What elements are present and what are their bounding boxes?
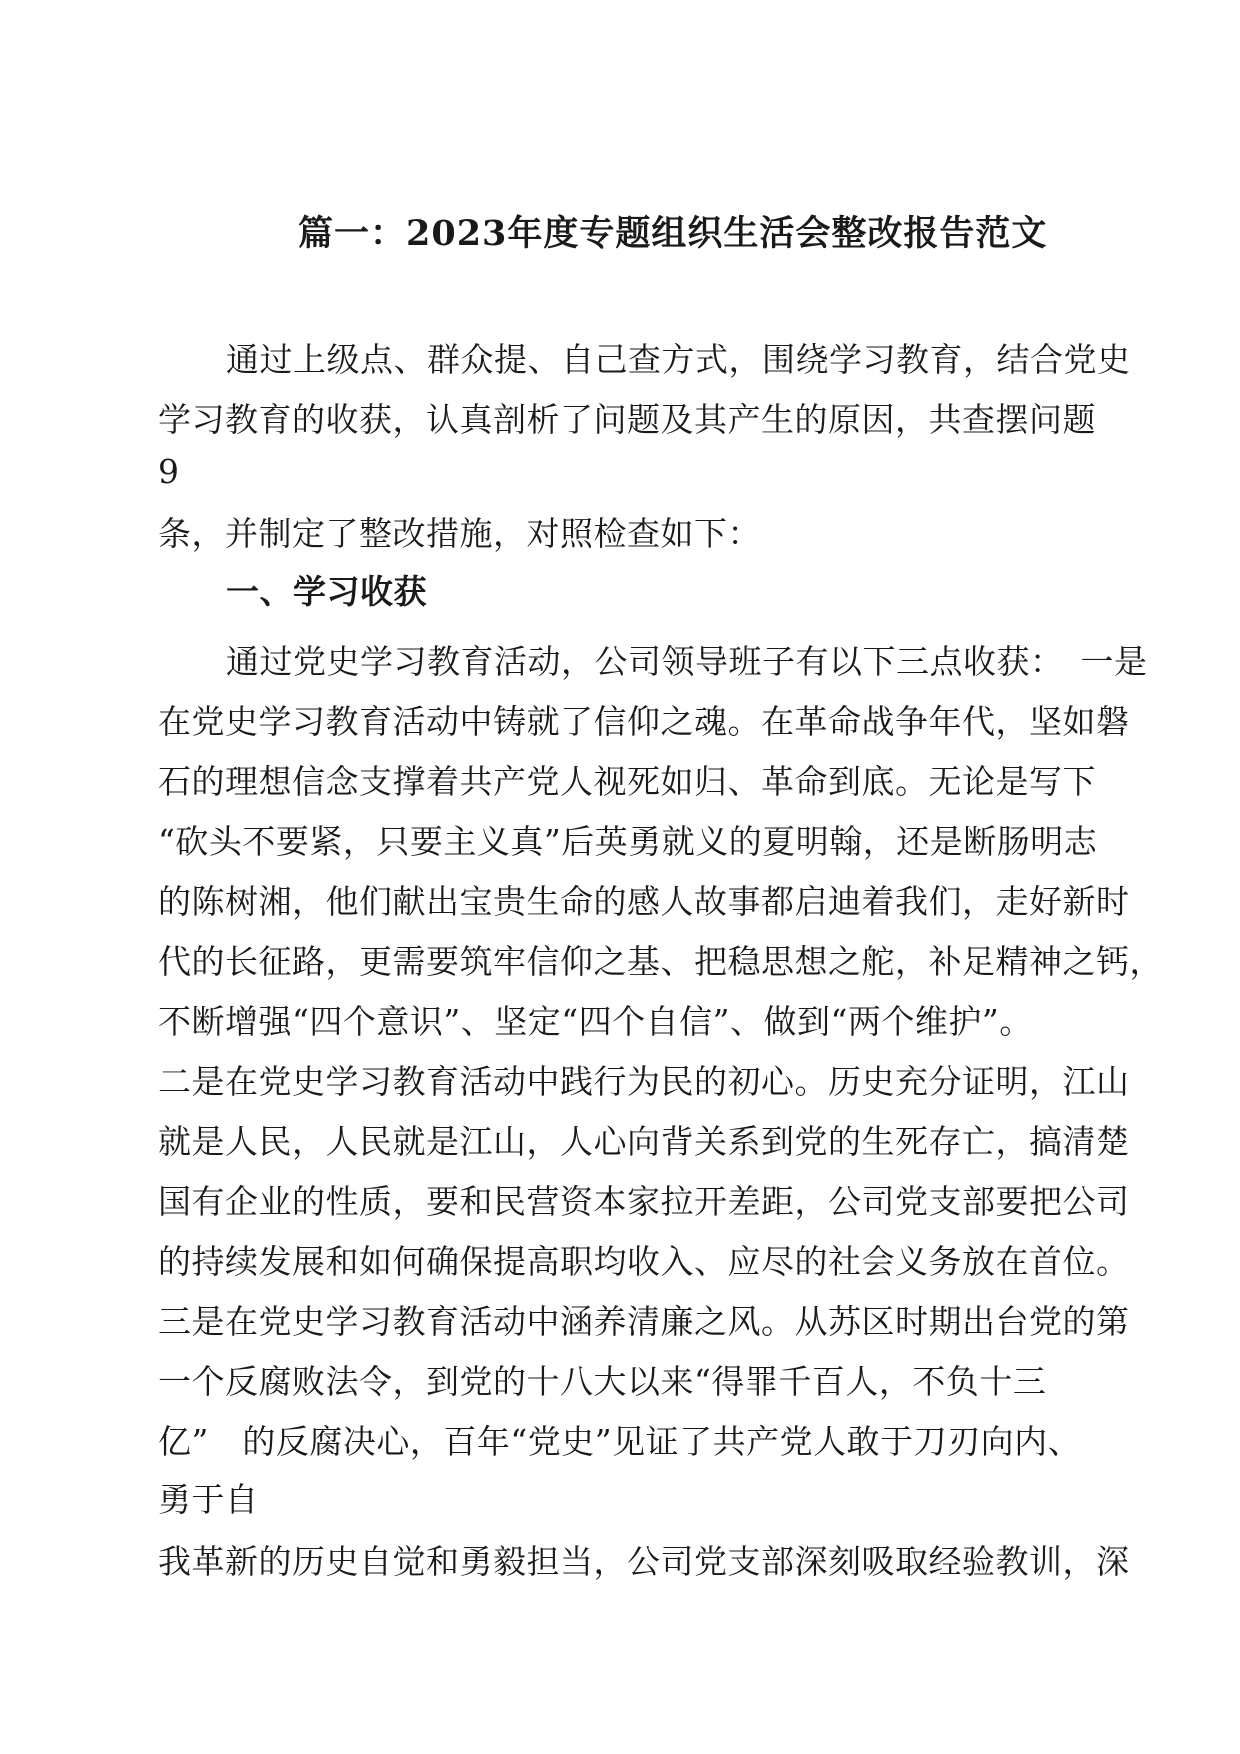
body-line: 三是在党史学习教育活动中涵养清廉之风。从苏区时期出台党的第	[158, 1302, 1130, 1341]
body-line: 二是在党史学习教育活动中践行为民的初心。历史充分证明，江山	[158, 1062, 1130, 1101]
body-line: “砍头不要紧，只要主义真”后英勇就义的夏明翰，还是断肠明志	[158, 822, 1098, 861]
body-line: 国有企业的性质，要和民营资本家拉开差距，公司党支部要把公司	[158, 1182, 1130, 1221]
body-line: 石的理想信念支撑着共产党人视死如归、革命到底。无论是写下	[158, 762, 1096, 801]
intro-line: 条，并制定了整改措施，对照检查如下：	[158, 514, 761, 553]
body-line: 一个反腐败法令，到党的十八大以来“得罪千百人，不负十三	[158, 1362, 1047, 1401]
body-line: 勇于自	[158, 1480, 259, 1519]
body-line: 亿” 的反腐决心，百年“党史”见证了共产党人敢于刀刃向内、	[158, 1422, 1082, 1461]
body-line: 代的长征路，更需要筑牢信仰之基、把稳思想之舵，补足精神之钙，	[158, 942, 1163, 981]
document-title: 篇一：2023年度专题组织生活会整改报告范文	[298, 213, 1048, 254]
body-line: 我革新的历史自觉和勇毅担当，公司党支部深刻吸取经验教训，深	[158, 1542, 1130, 1581]
intro-line: 学习教育的收获，认真剖析了问题及其产生的原因，共查摆问题	[158, 400, 1096, 439]
intro-line: 9	[158, 452, 180, 491]
body-line: 的持续发展和如何确保提高职均收入、应尽的社会义务放在首位。	[158, 1242, 1130, 1281]
section-heading: 一、学习收获	[226, 572, 427, 611]
body-line: 通过党史学习教育活动，公司领导班子有以下三点收获： 一是	[226, 642, 1148, 681]
body-line: 在党史学习教育活动中铸就了信仰之魂。在革命战争年代，坚如磐	[158, 702, 1130, 741]
body-line: 就是人民，人民就是江山，人心向背关系到党的生死存亡，搞清楚	[158, 1122, 1130, 1161]
intro-line: 通过上级点、群众提、自己查方式，围绕学习教育，结合党史	[226, 340, 1131, 379]
body-line: 不断增强“四个意识”、坚定“四个自信”、做到“两个维护”。	[158, 1002, 1033, 1041]
body-line: 的陈树湘，他们献出宝贵生命的感人故事都启迪着我们，走好新时	[158, 882, 1130, 921]
